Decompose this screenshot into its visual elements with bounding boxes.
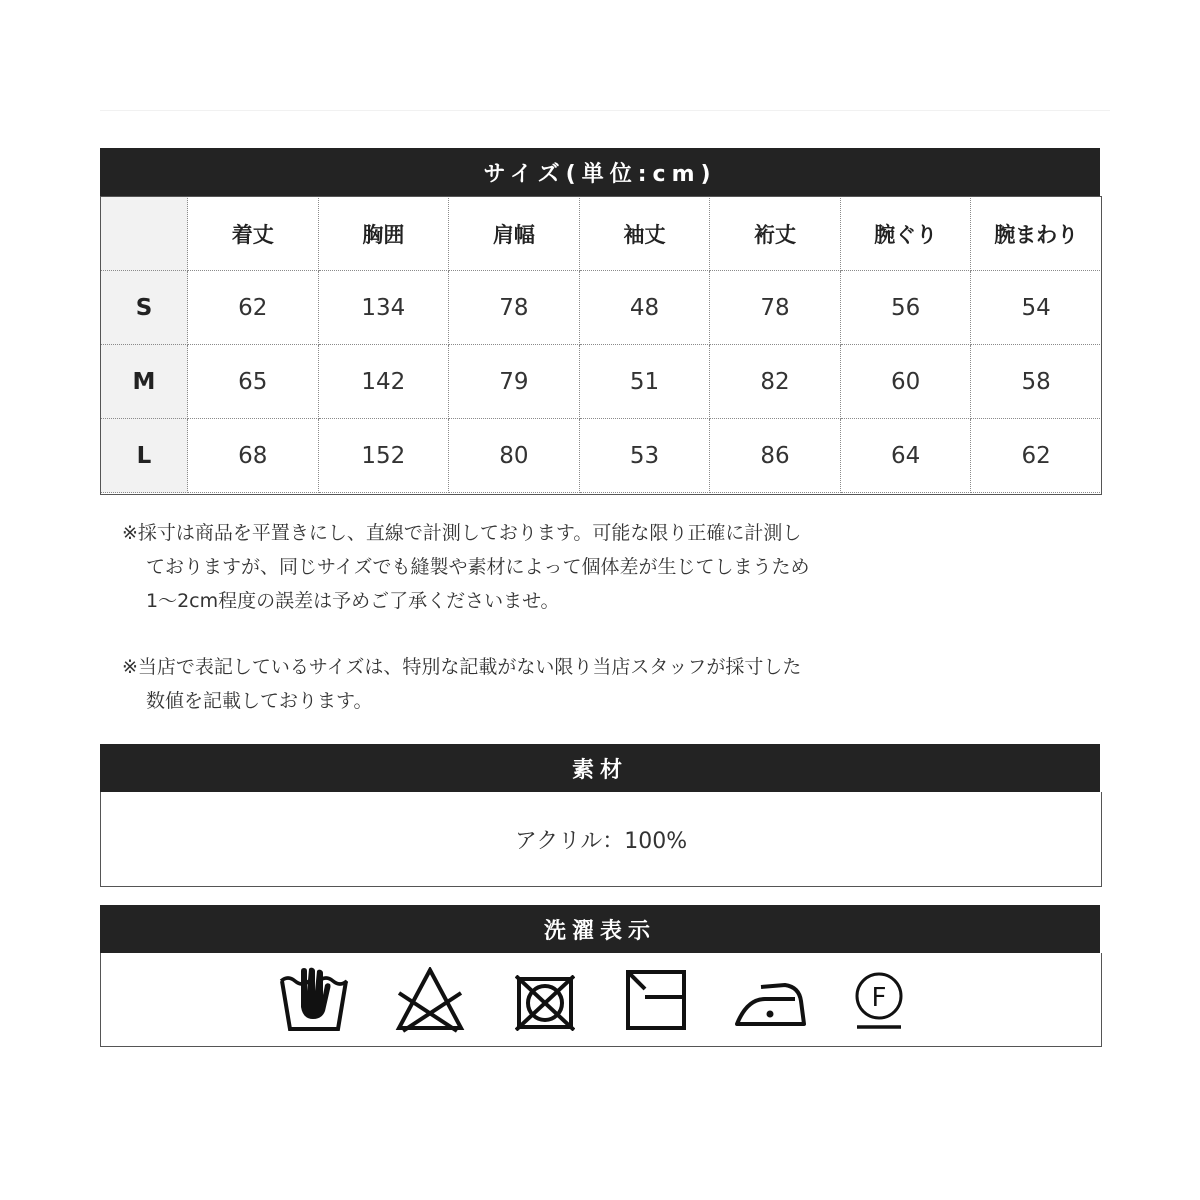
note-line: ておりますが、同じサイズでも縫製や素材によって個体差が生じてしまうため [146,556,810,578]
table-cell: 54 [971,271,1102,345]
table-cell: 48 [579,271,710,345]
column-header: 袖丈 [579,197,710,271]
table-cell: 78 [710,271,841,345]
column-header: 腕まわり [971,197,1102,271]
size-table [100,196,1102,493]
table-cell: 79 [449,345,580,419]
size-table-header-row [101,197,1102,271]
table-cell: 60 [840,345,971,419]
svg-text:F: F [871,983,887,1013]
table-row [101,345,1102,419]
table-cell: 51 [579,345,710,419]
table-cell: 53 [579,419,710,493]
low-iron-icon [735,979,807,1029]
table-cell: 62 [188,271,319,345]
table-cell: 82 [710,345,841,419]
care-section-header [100,905,1100,953]
note-line: ※当店で表記しているサイズは、特別な記載がない限り当店スタッフが採寸した [122,656,802,678]
material-section-title: 素材 [571,757,628,783]
size-source-note [122,650,801,718]
table-cell: 86 [710,419,841,493]
table-corner-cell [101,197,188,271]
top-divider [100,110,1110,111]
size-section-header [100,148,1100,196]
table-cell: 142 [318,345,449,419]
note-line: ※採寸は商品を平置きにし、直線で計測しております。可能な限り正確に計測し [122,522,802,544]
size-section-title: サイズ(単位:cm) [483,161,717,187]
note-line: 数値を記載しております。 [146,690,373,712]
table-cell: 152 [318,419,449,493]
column-header: 裄丈 [710,197,841,271]
care-symbols-box [100,953,1102,1047]
table-cell: 56 [840,271,971,345]
table-row [101,419,1102,493]
table-cell: 134 [318,271,449,345]
column-header: 胸囲 [318,197,449,271]
care-section-title: 洗濯表示 [543,918,656,944]
table-cell: 62 [971,419,1102,493]
measurement-note [122,516,809,618]
material-section-header [100,744,1100,792]
table-cell: 65 [188,345,319,419]
dry-clean-f-icon [853,971,905,1031]
size-label: M [101,345,188,419]
table-cell: 80 [449,419,580,493]
column-header: 着丈 [188,197,319,271]
column-header: 肩幅 [449,197,580,271]
table-cell: 68 [188,419,319,493]
no-bleach-icon [395,967,465,1033]
column-header: 腕ぐり [840,197,971,271]
no-tumble-dry-icon [515,975,575,1031]
material-text: アクリル：100% [514,828,688,854]
table-cell: 78 [449,271,580,345]
table-cell: 64 [840,419,971,493]
line-dry-shade-icon [625,969,687,1031]
note-line: 1〜2cm程度の誤差は予めご了承くださいませ。 [146,590,560,612]
hand-wash-icon [279,967,349,1033]
size-label: L [101,419,188,493]
table-row [101,271,1102,345]
size-label: S [101,271,188,345]
material-box [100,792,1102,887]
table-cell: 58 [971,345,1102,419]
